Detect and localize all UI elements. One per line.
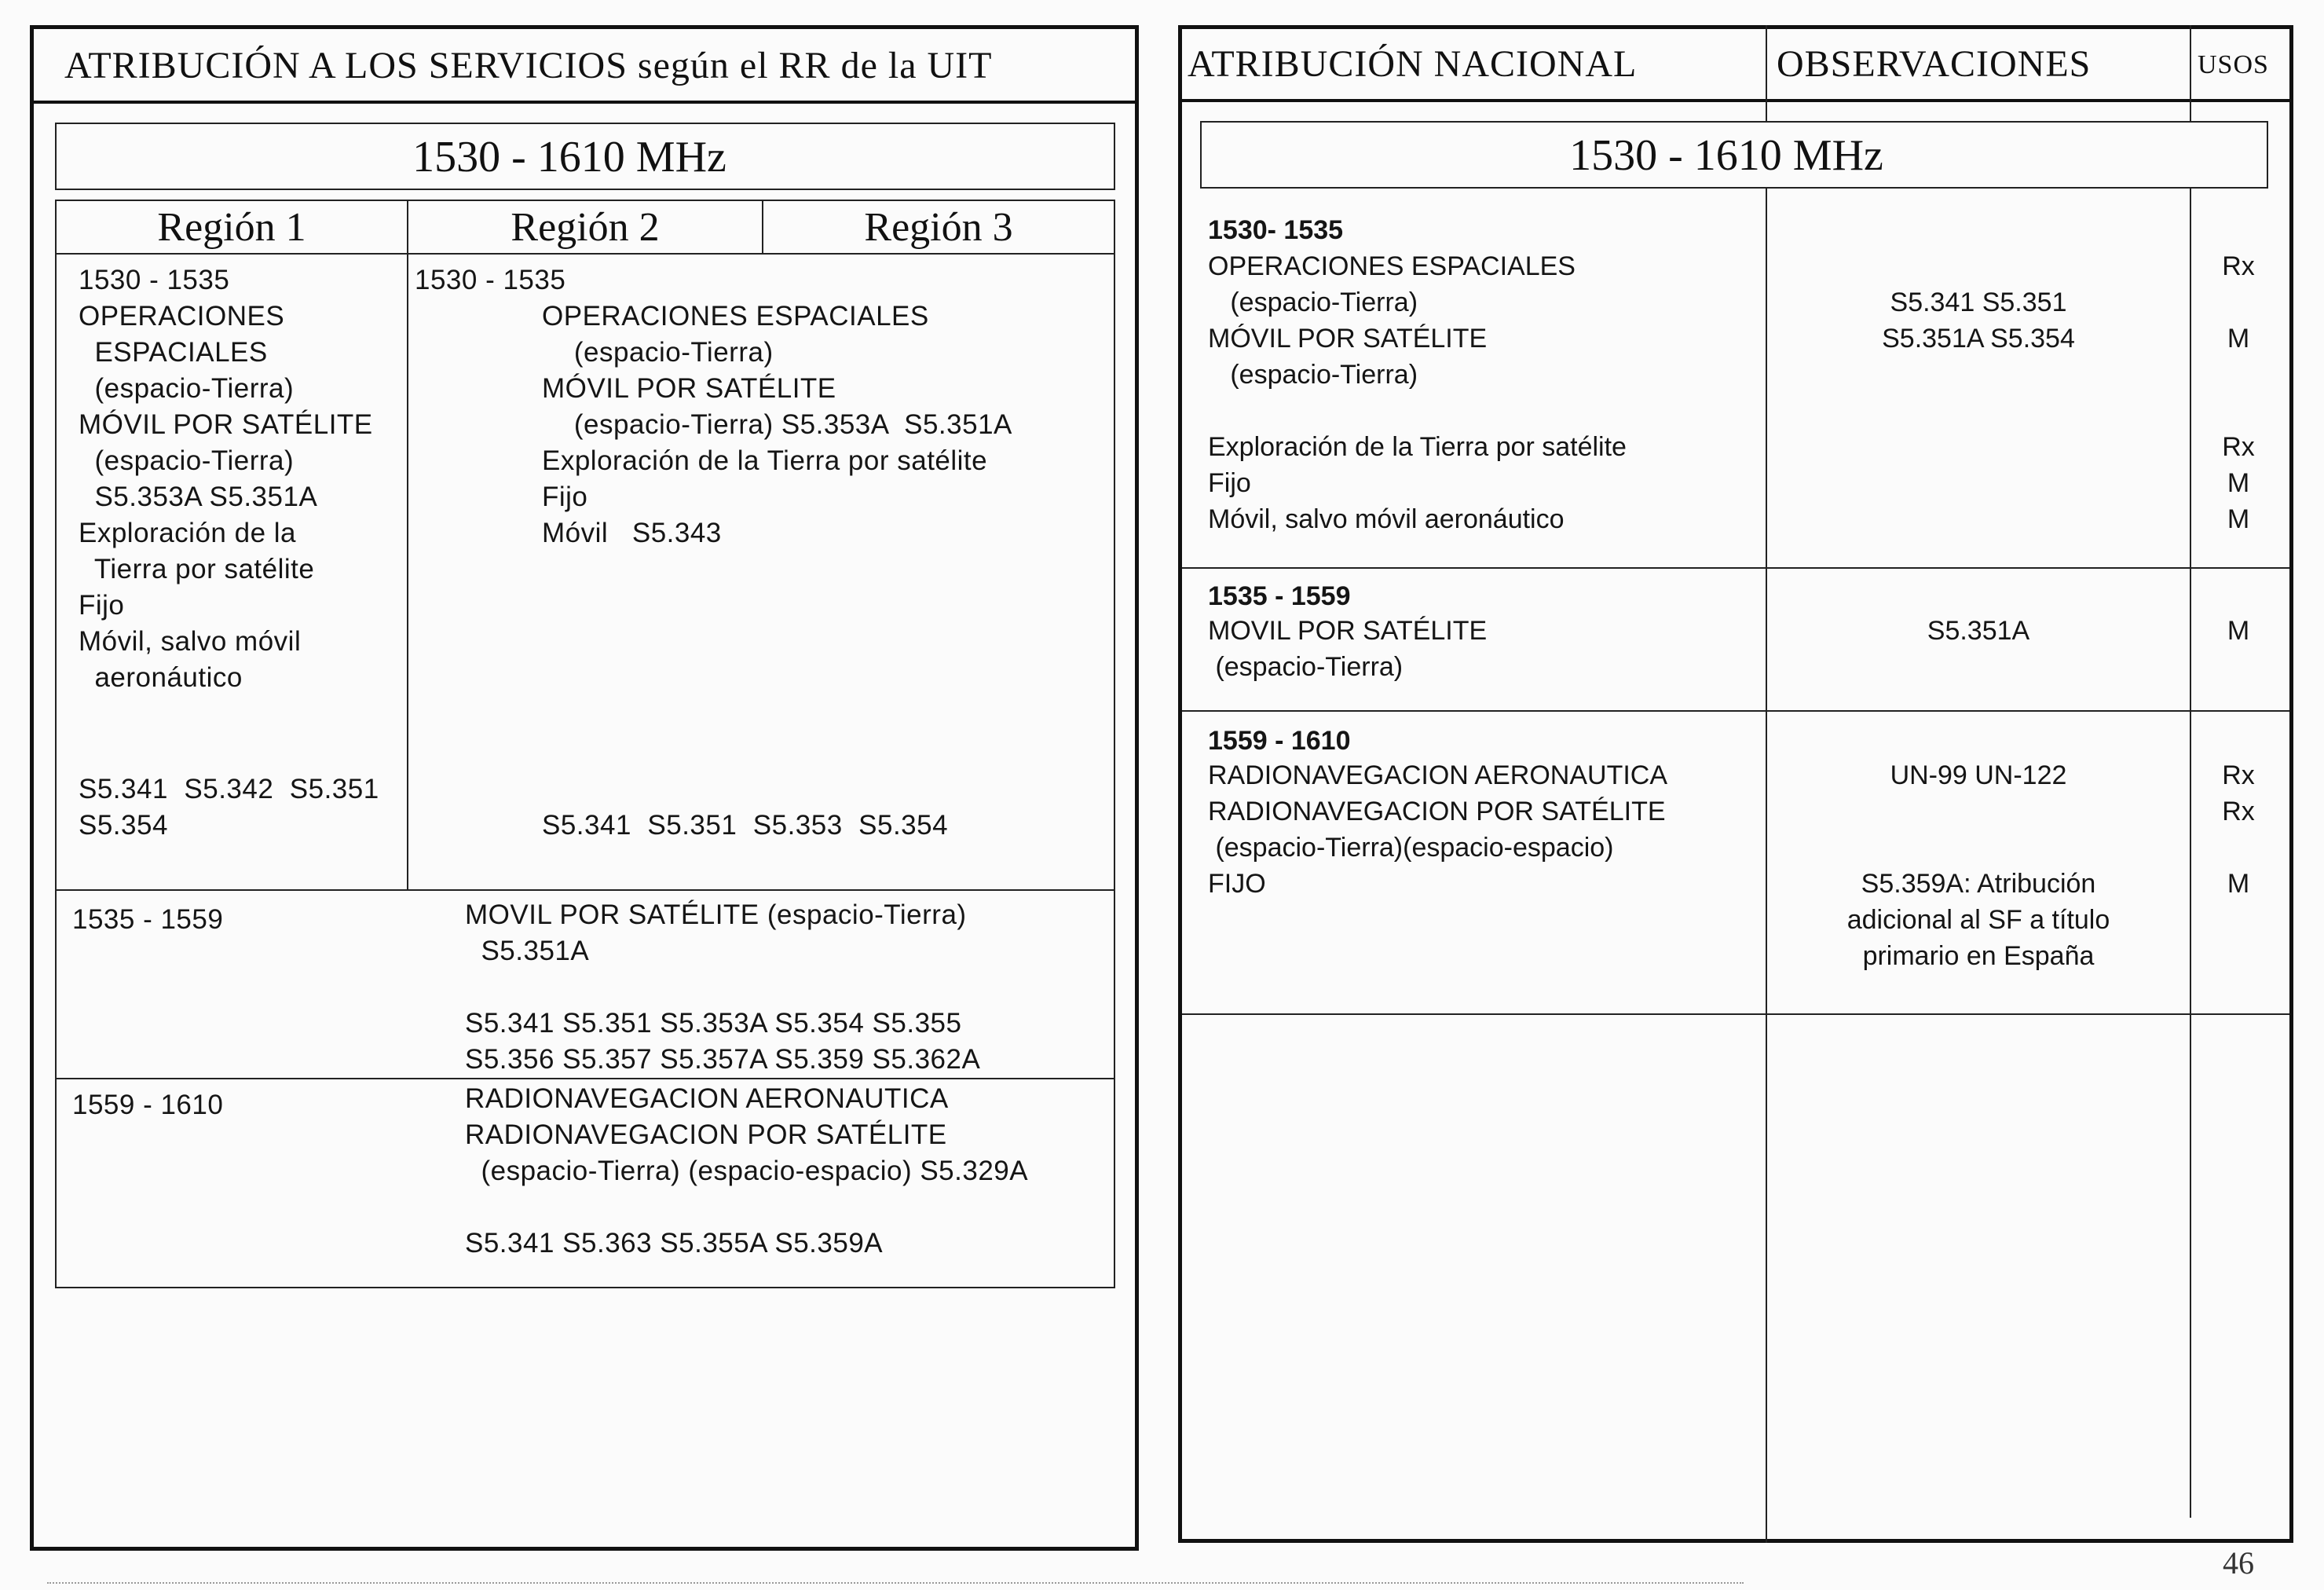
rb1-line: MÓVIL POR SATÉLITE — [1208, 324, 1488, 354]
r1-footnotes — [79, 771, 379, 844]
band2-divider — [55, 889, 1115, 891]
rb3-line: (espacio-Tierra)(espacio-espacio) — [1208, 833, 1614, 863]
region1-divider — [407, 200, 408, 891]
r1-line: S5.353A S5.351A — [79, 482, 318, 512]
b2-line: S5.351A — [465, 936, 590, 966]
rb1-uso: M — [2227, 504, 2250, 534]
rb3-uso: Rx — [2222, 797, 2255, 826]
b3-line: RADIONAVEGACION POR SATÉLITE — [465, 1119, 947, 1150]
r1-line: Tierra por satélite — [79, 554, 315, 584]
rb3-obs-line — [1767, 830, 2190, 866]
rb2-range: 1535 - 1559 — [1208, 581, 1351, 611]
left-title-divider — [30, 101, 1139, 104]
rb1-obs-line: S5.341 S5.351 — [1890, 288, 2067, 317]
right-row1-divider — [1182, 567, 2289, 569]
rb3-usos — [2191, 757, 2286, 902]
rb3-line: RADIONAVEGACION AERONAUTICA — [1208, 760, 1668, 790]
r1-range: 1530 - 1535 — [79, 265, 230, 295]
header-observaciones: OBSERVACIONES — [1777, 43, 2092, 85]
r1-line: aeronáutico — [79, 662, 243, 693]
rb2-allocations — [1208, 613, 1487, 685]
scan-artifact-line — [47, 1582, 1744, 1584]
header-atribucion-nacional: ATRIBUCIÓN NACIONAL — [1188, 43, 1638, 85]
rb3-line: RADIONAVEGACION POR SATÉLITE — [1208, 797, 1666, 826]
region2-header: Región 2 — [511, 205, 660, 250]
rb1-line — [1208, 393, 1627, 429]
rb1-uso — [2191, 393, 2286, 429]
rb3-obs-line: S5.359A: Atribución — [1861, 869, 2096, 899]
b3-line: RADIONAVEGACION AERONAUTICA — [465, 1083, 949, 1114]
b2-range: 1535 - 1559 — [72, 904, 224, 935]
r23-line: Móvil S5.343 — [542, 518, 722, 548]
b2-allocations — [465, 897, 980, 1078]
left-band-label: 1530 - 1610 MHz — [412, 133, 726, 181]
rb1-line: (espacio-Tierra) — [1208, 288, 1418, 317]
rb2-usos — [2191, 613, 2286, 649]
b3-line: (espacio-Tierra) (espacio-espacio) S5.329A — [465, 1156, 1029, 1186]
region-header-divider — [55, 253, 1115, 255]
rb3-uso: Rx — [2222, 760, 2255, 790]
r23-range: 1530 - 1535 — [415, 265, 566, 295]
r1-line: ESPACIALES — [79, 337, 268, 368]
left-title: ATRIBUCIÓN A LOS SERVICIOS según el RR de la UIT — [64, 45, 993, 86]
header-usos: USOS — [2198, 50, 2269, 79]
b3-line — [465, 1189, 1028, 1225]
rb1-uso: M — [2227, 324, 2250, 354]
rb3-range: 1559 - 1610 — [1208, 726, 1351, 756]
rb3-uso — [2191, 830, 2286, 866]
rb1-line: Fijo — [1208, 468, 1251, 498]
r1-line: Móvil, salvo móvil — [79, 626, 302, 657]
rb1-uso: Rx — [2222, 432, 2255, 462]
rb1-obs-line: S5.351A S5.354 — [1882, 324, 2075, 354]
rb1-uso — [2191, 284, 2286, 321]
rb3-obs-line: adicional al SF a título — [1846, 905, 2110, 935]
region1-header: Región 1 — [157, 205, 306, 250]
b2-line: MOVIL POR SATÉLITE (espacio-Tierra) — [465, 899, 967, 930]
r1-foot-line: S5.341 S5.342 S5.351 — [79, 774, 379, 804]
rb1-line: OPERACIONES ESPACIALES — [1208, 251, 1576, 281]
r23-line: Exploración de la Tierra por satélite — [542, 445, 988, 476]
r23-footnotes: S5.341 S5.351 S5.353 S5.354 — [542, 810, 949, 841]
r1-foot-line: S5.354 — [79, 810, 168, 841]
r23-line: Fijo — [542, 482, 588, 512]
rb2-obs-line: S5.351A — [1927, 616, 2030, 646]
r23-line: (espacio-Tierra) S5.353A S5.351A — [542, 409, 1012, 440]
rb3-obs-line: primario en España — [1862, 941, 2095, 971]
r23-line: MÓVIL POR SATÉLITE — [542, 373, 836, 404]
b3-line: S5.341 S5.363 S5.355A S5.359A — [465, 1228, 884, 1258]
r23-allocations — [542, 299, 1012, 551]
rb3-obs-line — [1767, 793, 2190, 830]
rb1-line: Móvil, salvo móvil aeronáutico — [1208, 504, 1565, 534]
r1-line: Fijo — [79, 590, 125, 621]
r1-line: (espacio-Tierra) — [79, 445, 295, 476]
rb2-line: (espacio-Tierra) — [1208, 652, 1404, 682]
r23-line: (espacio-Tierra) — [542, 337, 774, 368]
rb3-allocations — [1208, 757, 1667, 902]
b3-range: 1559 - 1610 — [72, 1090, 224, 1120]
rb1-allocations — [1208, 248, 1627, 537]
rb1-line: (espacio-Tierra) — [1208, 360, 1418, 390]
rb3-uso: M — [2227, 869, 2250, 899]
right-header-divider — [1178, 99, 2293, 102]
rb2-line: MOVIL POR SATÉLITE — [1208, 616, 1488, 646]
rb1-uso: M — [2227, 468, 2250, 498]
right-band-label: 1530 - 1610 MHz — [1569, 131, 1883, 180]
r1-line: MÓVIL POR SATÉLITE — [79, 409, 373, 440]
b3-allocations — [465, 1081, 1028, 1262]
rb1-uso: Rx — [2222, 251, 2255, 281]
b2-line: S5.341 S5.351 S5.353A S5.354 S5.355 — [465, 1008, 962, 1039]
r23-line: OPERACIONES ESPACIALES — [542, 301, 929, 332]
r1-allocations — [79, 299, 373, 696]
rb3-obs-line: UN-99 UN-122 — [1890, 760, 2067, 790]
region3-header: Región 3 — [864, 205, 1013, 250]
rb3-line: FIJO — [1208, 869, 1266, 899]
page-number: 46 — [2223, 1545, 2254, 1581]
rb1-range: 1530- 1535 — [1208, 215, 1344, 245]
rb1-usos — [2191, 248, 2286, 537]
rb1-line: Exploración de la Tierra por satélite — [1208, 432, 1627, 462]
rb1-uso — [2191, 357, 2286, 393]
rb1-obs-line — [1767, 248, 2190, 284]
right-row3-divider — [1182, 1013, 2289, 1015]
b2-line: S5.356 S5.357 S5.357A S5.359 S5.362A — [465, 1044, 981, 1075]
rb3-observations — [1767, 757, 2190, 974]
rb2-observations — [1767, 613, 2190, 649]
rb2-uso: M — [2227, 616, 2250, 646]
r1-line: OPERACIONES — [79, 301, 285, 332]
r1-line: (espacio-Tierra) — [79, 373, 295, 404]
right-row2-divider — [1182, 710, 2289, 712]
band3-divider — [55, 1078, 1115, 1079]
rb1-observations — [1767, 248, 2190, 357]
r1-line: Exploración de la — [79, 518, 296, 548]
b2-line — [465, 969, 980, 1006]
